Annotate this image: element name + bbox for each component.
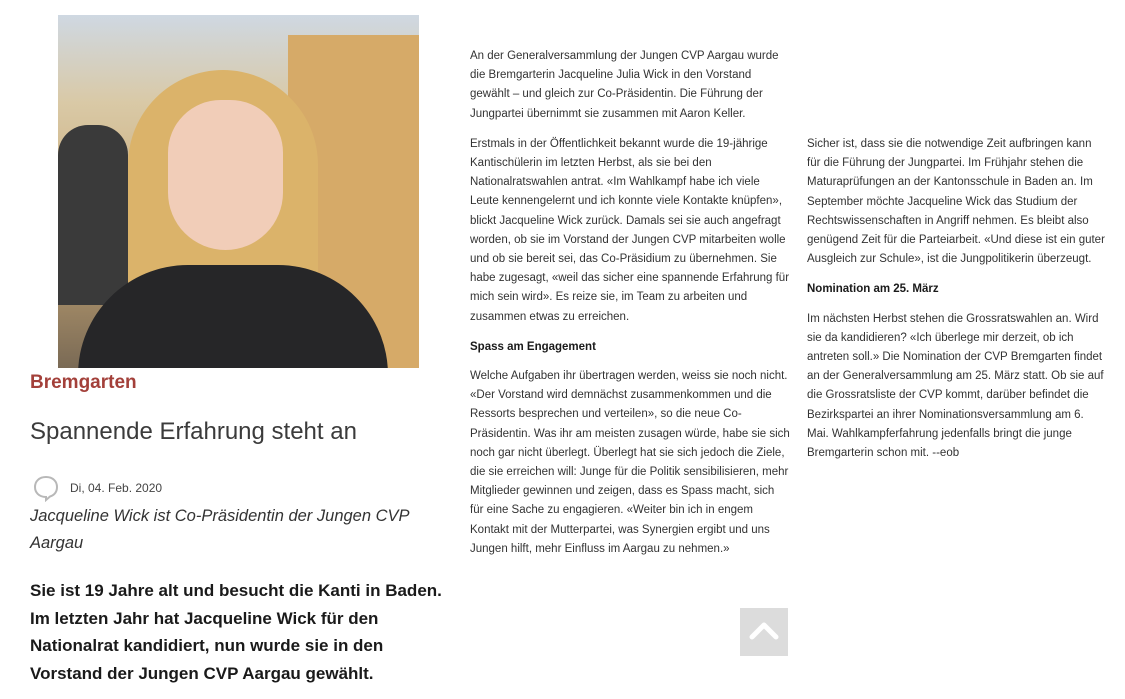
chevron-up-icon bbox=[749, 620, 779, 645]
section-heading: Nomination am 25. März bbox=[807, 283, 939, 296]
article-subtitle: Jacqueline Wick ist Co-Präsidentin der Jungen CVP Aargau bbox=[30, 507, 409, 552]
article-date: Di, 04. Feb. 2020 bbox=[70, 481, 163, 495]
article-photo bbox=[58, 15, 419, 368]
article-dateline bbox=[30, 474, 440, 502]
article-column-2 bbox=[470, 47, 790, 570]
paragraph: Welche Aufgaben ihr übertragen werden, weiss sie noch nicht. «Der Vorstand wird demnächst zusammenkommen und die Ressorts besprechen und verteilen», so die neue Co-Präsidentin. Was ihr am meisten zusagen würde, habe sie sich noch gar nicht überlegt. Überlegt hat sie sich jedoch die Ziele, die sie erreichen will: Junge für die Politik sensibilisieren, mehr Mitglieder gewinnen und zeigen, dass es Spass macht, sich für eine Sache zu engagieren. «Weiter bin ich in engem Kontakt mit der Mutterpartei, was Synergien ergibt und uns Jungen hilft, mehr Einfluss im Aargau zu nehmen.» bbox=[470, 370, 790, 555]
article-column-3 bbox=[807, 135, 1107, 474]
article-headline: Spannende Erfahrung steht an bbox=[30, 418, 357, 445]
comment-icon[interactable] bbox=[32, 474, 60, 502]
paragraph: An der Generalversammlung der Jungen CVP Aargau wurde die Bremgarterin Jacqueline Julia Wick in den Vorstand gewählt – und gleich zur Co-Präsidentin. Die Führung der Jungpartei übernimmt sie zusammen mit Aaron Keller. bbox=[470, 50, 779, 120]
section-heading: Spass am Engagement bbox=[470, 340, 596, 353]
paragraph: Im nächsten Herbst stehen die Grossratswahlen an. Wird sie da kandidieren? «Ich überlege mir derzeit, ob ich antreten soll.» Die Nomination der CVP Bremgarten findet an der Generalversammlung am 25. März statt. Ob sie auf die Grossratsliste der CVP kommt, darüber befindet die Bezirkspartei an ihrer Nominationsversammlung am 6. Mai. Wahlkampferfahrung jedenfalls bringt die junge Bremgarterin schon mit. --eob bbox=[807, 312, 1104, 460]
paragraph: Erstmals in der Öffentlichkeit bekannt wurde die 19-jährige Kantischülerin im letzten Herbst, als sie bei den Nationalratswahlen antrat. «Im Wahlkampf habe ich viele Leute kennengelernt und ich konnte viele Kontakte knüpfen», blickt Jacqueline Wick zurück. Damals sei sie auch angefragt worden, ob sie im Vorstand der Jungen CVP mitarbeiten wolle und ob sie bereit sei, das Co-Präsidium zu übernehmen. Sie habe zugesagt, «weil das sicher eine spannende Erfahrung für mich sein wird». Es reize sie, im Team zu arbeiten und zusammen etwas zu erreichen. bbox=[470, 137, 790, 323]
photo-background-person bbox=[58, 125, 128, 305]
photo-subject-face bbox=[168, 100, 283, 250]
article-lead: Sie ist 19 Jahre alt und besucht die Kanti in Baden. Im letzten Jahr hat Jacqueline Wick für den Nationalrat kandidiert, nun wurde sie in den Vorstand der Jungen CVP Aargau gewählt. bbox=[30, 581, 442, 683]
article-category[interactable]: Bremgarten bbox=[30, 372, 137, 393]
scroll-to-top-button[interactable] bbox=[740, 608, 788, 656]
paragraph: Sicher ist, dass sie die notwendige Zeit aufbringen kann für die Führung der Jungpartei. Im Frühjahr stehen die Maturaprüfungen an der Kantonsschule in Baden an. Im September möchte Jacqueline Wick das Studium der Rechtswissenschaften in Angriff nehmen. Es bleibt also genügend Zeit für die Parteiarbeit. «Und diese ist ein guter Ausgleich zur Schule», ist die Jungpolitikerin überzeugt. bbox=[807, 138, 1105, 266]
